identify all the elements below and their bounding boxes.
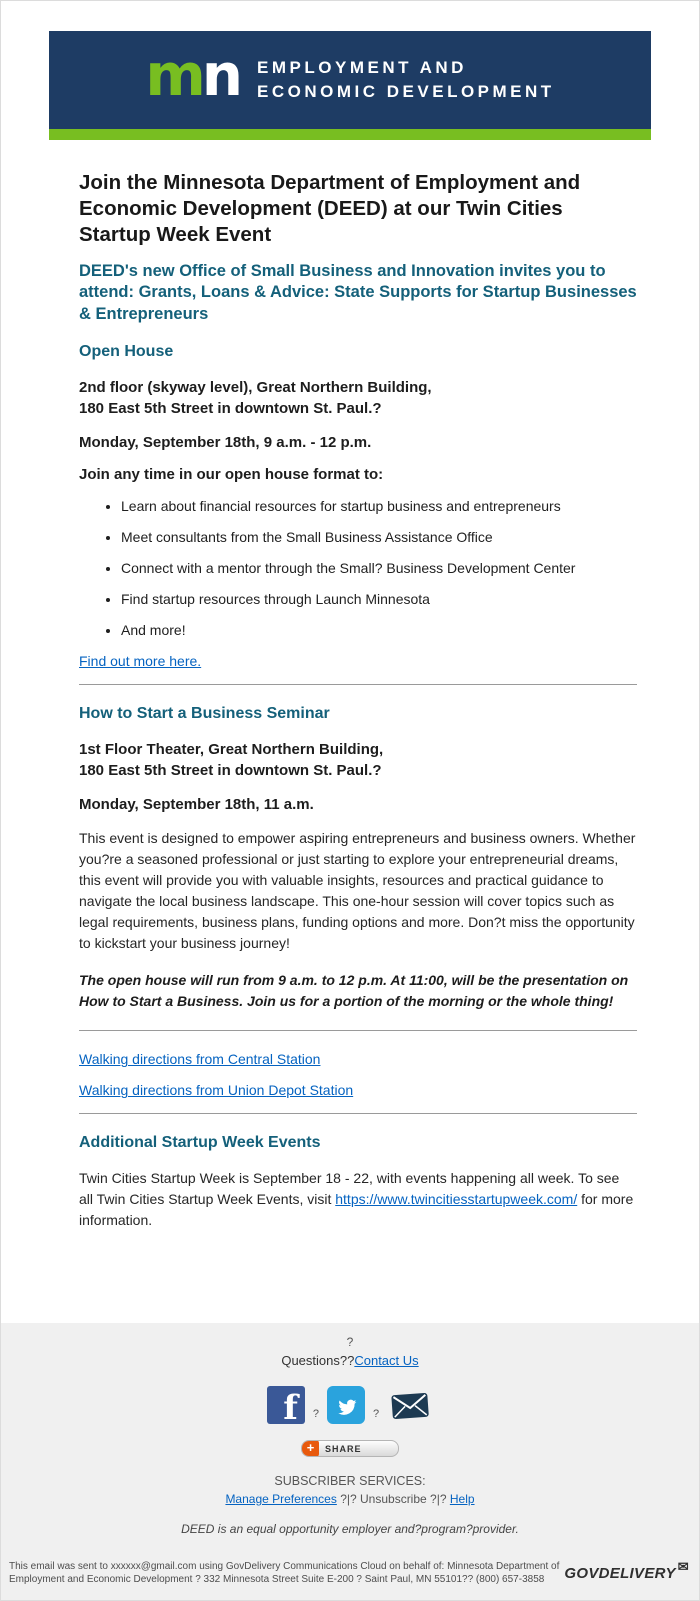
list-item: • And more! <box>121 621 637 640</box>
org-name <box>257 56 555 104</box>
open-house-location-line2: 180 East 5th Street in downtown St. Paul.? <box>79 400 382 418</box>
footer <box>1 1323 699 1600</box>
additional-text-after: for more information. <box>79 1191 634 1229</box>
twitter-icon[interactable] <box>327 1386 365 1424</box>
govdelivery-logo-text: GOVDELIVERY <box>564 1564 676 1582</box>
govdelivery-logo[interactable] <box>564 1558 689 1582</box>
social-icons-row <box>1 1382 699 1424</box>
link-separator: ?|? <box>340 1492 357 1506</box>
org-name-line2: ECONOMIC DEVELOPMENT <box>257 82 555 101</box>
seminar-heading: How to Start a Business Seminar <box>79 705 330 723</box>
subscriber-links-row <box>1 1492 699 1506</box>
stray-character: ? <box>346 1335 354 1349</box>
header-banner <box>49 31 651 140</box>
govdelivery-envelope-icon: ✉ <box>677 1558 689 1574</box>
org-name-line1: EMPLOYMENT AND <box>257 58 467 78</box>
seminar-location <box>79 739 637 781</box>
union-depot-directions-link[interactable]: Walking directions from Union Depot Station <box>79 1082 354 1099</box>
link-separator: ?|? <box>430 1492 447 1506</box>
questions-prefix: Questions?? <box>281 1353 355 1368</box>
seminar-location-line1: 1st Floor Theater, Great Northern Building, <box>79 741 384 759</box>
list-item: • Meet consultants from the Small Business Assistance Office <box>121 528 637 547</box>
additional-events-heading: Additional Startup Week Events <box>79 1134 321 1152</box>
seminar-description: This event is designed to empower aspiring entrepreneurs and business owners. Whether you?re a seasoned professional or just starting to explore your entrepreneurial dreams, this event will provide you with valuable insights, resources and practical guidance to navigate the local business landscape. This one-hour session will cover topics such as legal requirements, business plans, funding options and more. Don?t miss the opportunity to kickstart your business journey! <box>79 830 636 952</box>
seminar-datetime: Monday, September 18th, 11 a.m. <box>79 796 314 814</box>
equal-opportunity-statement: DEED is an equal opportunity employer and?program?provider. <box>181 1522 519 1536</box>
questions-line <box>1 1353 699 1368</box>
bottom-bar <box>1 1536 699 1600</box>
seminar-location-line2: 180 East 5th Street in downtown St. Paul.? <box>79 762 382 780</box>
fine-print-line1: This email was sent to xxxxxx@gmail.com using GovDelivery Communications Cloud on behalf of: Minnesota Department of <box>9 1561 560 1572</box>
email-icon[interactable] <box>387 1386 433 1424</box>
deed-brand-banner <box>49 31 651 129</box>
help-link[interactable]: Help <box>449 1492 475 1506</box>
startup-week-link[interactable]: https://www.twincitiesstartupweek.com/ <box>335 1191 578 1208</box>
mn-logo <box>145 40 240 111</box>
fine-print-line2: Employment and Economic Development ? 332 Minnesota Street Suite E-200 ? Saint Paul, MN 55101?? (800) 657-3858 <box>9 1574 545 1585</box>
twitter-bird-icon <box>333 1392 359 1418</box>
mn-logo-m: m <box>145 40 202 109</box>
seminar-note: The open house will run from 9 a.m. to 12 p.m. At 11:00, will be the presentation on How to Start a Business. Join us for a portion of the morning or the whole thing! <box>79 972 629 1010</box>
central-station-directions-link[interactable]: Walking directions from Central Station <box>79 1051 321 1068</box>
contact-us-link[interactable]: Contact Us <box>354 1353 419 1368</box>
subscriber-services-label: SUBSCRIBER SERVICES: <box>274 1474 426 1488</box>
icon-separator: ? <box>373 1408 380 1420</box>
manage-preferences-link[interactable]: Manage Preferences <box>225 1492 337 1506</box>
main-content <box>1 140 699 1247</box>
open-house-datetime: Monday, September 18th, 9 a.m. - 12 p.m. <box>79 434 372 452</box>
list-item: • Learn about financial resources for startup business and entrepreneurs <box>121 497 637 516</box>
envelope-icon <box>388 1388 432 1422</box>
open-house-heading: Open House <box>79 343 174 361</box>
open-house-intro: Join any time in our open house format to: <box>79 466 384 484</box>
facebook-icon[interactable]: f <box>267 1386 305 1424</box>
divider <box>79 1030 637 1031</box>
open-house-location-line1: 2nd floor (skyway level), Great Northern Building, <box>79 379 432 397</box>
subtitle: DEED's new Office of Small Business and Innovation invites you to attend: Grants, Loans & Advice: State Supports for Startup Businesses & Entrepreneurs <box>79 261 637 323</box>
find-out-more-link[interactable]: Find out more here. <box>79 653 202 670</box>
fine-print <box>9 1560 559 1586</box>
share-button-label: SHARE <box>325 1443 362 1454</box>
open-house-location <box>79 377 637 419</box>
unsubscribe-text[interactable]: Unsubscribe <box>360 1492 427 1506</box>
mn-logo-n: n <box>201 40 240 109</box>
list-item: • Find startup resources through Launch Minnesota <box>121 590 637 609</box>
divider <box>79 684 637 685</box>
additional-events-text <box>79 1168 637 1231</box>
page-title: Join the Minnesota Department of Employment and Economic Development (DEED) at our Twin Cities Startup Week Event <box>79 171 581 247</box>
icon-separator: ? <box>312 1408 319 1420</box>
list-item: • Connect with a mentor through the Small? Business Development Center <box>121 559 637 578</box>
divider <box>79 1113 637 1114</box>
green-accent-bar <box>49 129 651 140</box>
share-button[interactable] <box>301 1440 399 1457</box>
open-house-bullet-list <box>79 497 637 639</box>
share-plus-icon: + <box>302 1440 319 1457</box>
additional-text-before: Twin Cities Startup Week is September 18 - 22, with events happening all week. To see all Twin Cities Startup Week Events, visit <box>79 1170 620 1208</box>
